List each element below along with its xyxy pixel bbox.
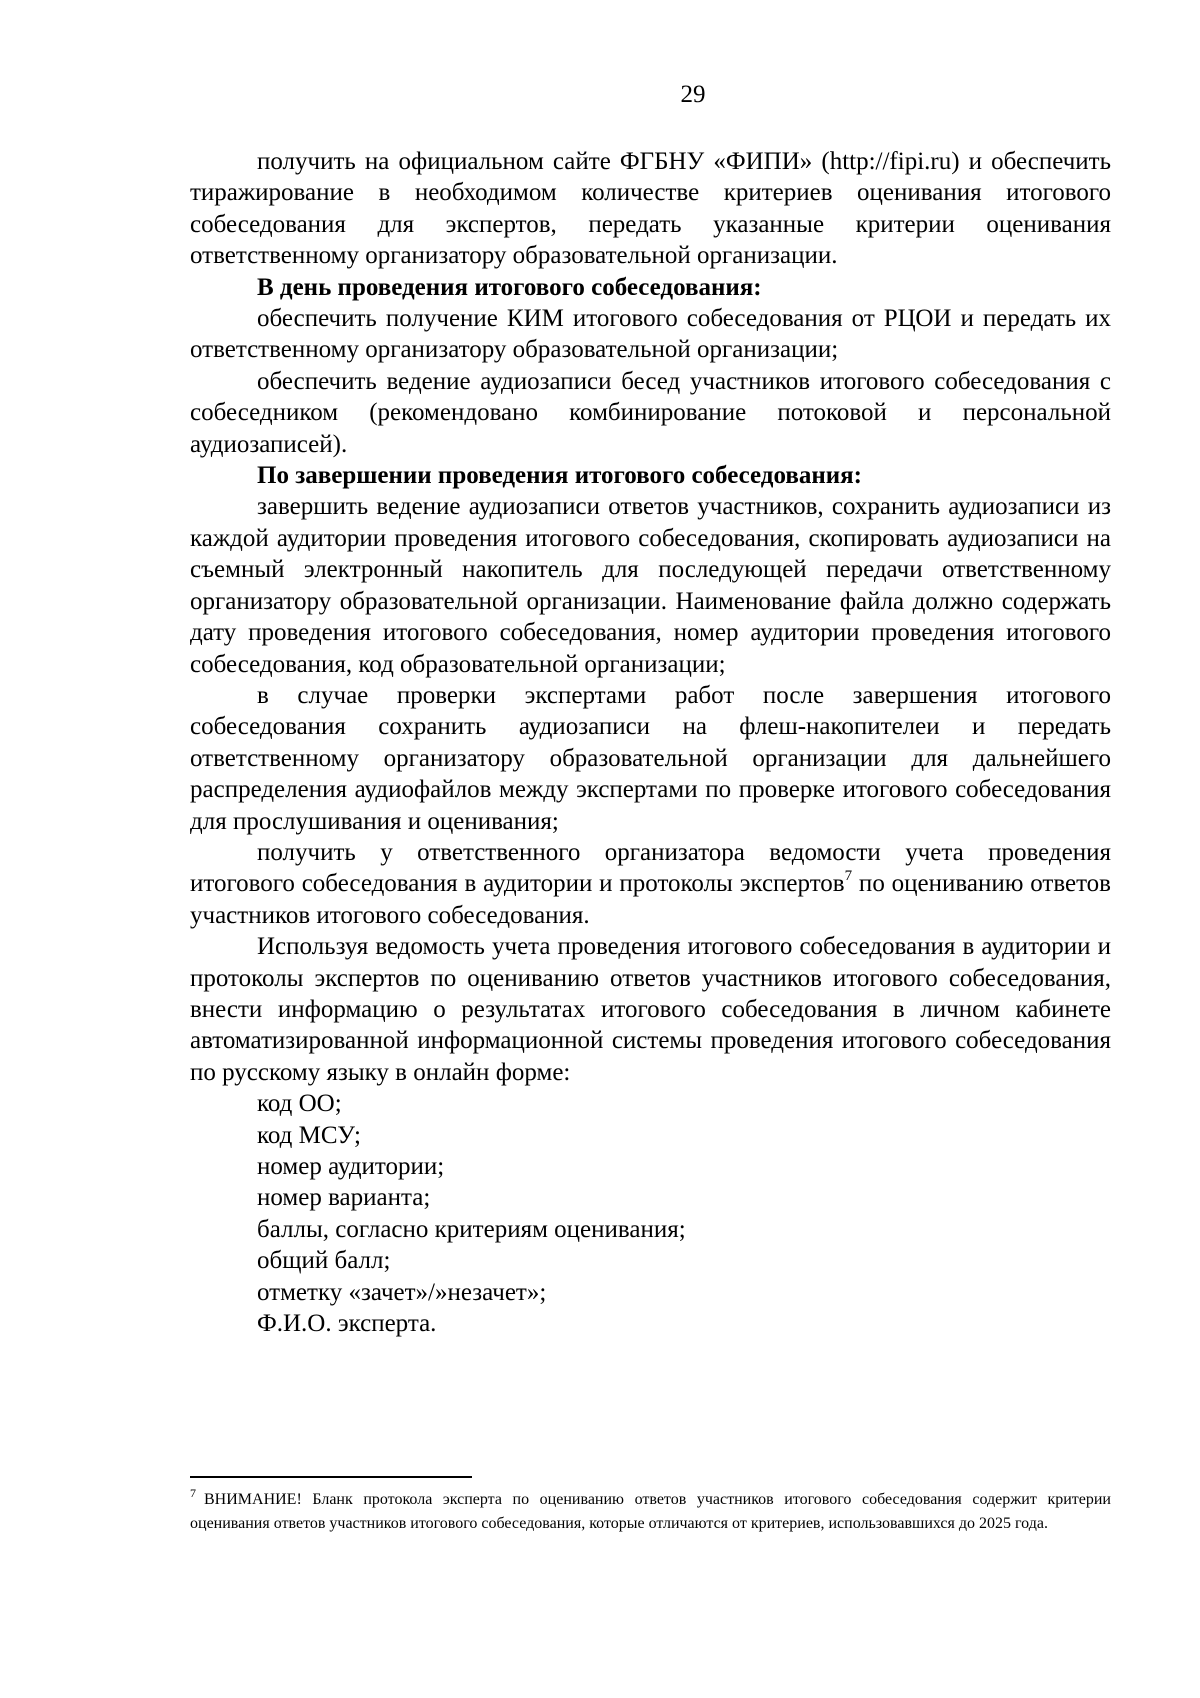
footnote-mark: 7: [190, 1486, 196, 1500]
footnote-divider: [190, 1476, 472, 1478]
result-fields-list: [190, 1088, 1111, 1339]
footnote-text: ВНИМАНИЕ! Бланк протокола эксперта по оцениванию ответов участников итогового собеседования содержит критерии оценивания ответов участников итогового собеседования, которые отличаются от критериев, использовавшихся до 2025 года.: [190, 1491, 1111, 1532]
list-item: номер варианта;: [257, 1184, 431, 1212]
list-item: код ОО;: [257, 1090, 342, 1118]
paragraph-audio-recording: обеспечить ведение аудиозаписи бесед участников итогового собеседования с собеседником (рекомендовано комбинирование потоковой и персональной аудиозаписей).: [190, 367, 1111, 458]
heading-on-day: В день проведения итогового собеседования:: [257, 273, 762, 301]
list-item: баллы, согласно критериям оценивания;: [257, 1215, 686, 1243]
paragraph-obtain-protocols: [190, 837, 1111, 931]
list-item: код МСУ;: [257, 1121, 361, 1149]
paragraph-obtain-kim: обеспечить получение КИМ итогового собеседования от РЦОИ и передать их ответственному организатору образовательной организации;: [190, 305, 1111, 364]
paragraph-enter-results: Используя ведомость учета проведения итогового собеседования в аудитории и протоколы экспертов по оцениванию ответов участников итогового собеседования, внести информацию о результатах итогового собеседования в личном кабинете автоматизированной информационной системы проведения итогового собеседования по русскому языку в онлайн форме:: [190, 933, 1111, 1086]
page-number: 29: [680, 81, 706, 108]
footnote-reference: 7: [844, 868, 853, 885]
list-item: отметку «зачет»/»незачет»;: [257, 1278, 547, 1306]
paragraph-obtain-protocols-text-end: по оцениванию ответов участников итогового собеседования.: [190, 870, 1111, 929]
paragraph-obtain-protocols-text: получить у ответственного организатора ведомости учета проведения итогового собеседования в аудитории и протоколы экспертов: [190, 838, 1111, 898]
list-item: Ф.И.О. эксперта.: [257, 1310, 437, 1338]
paragraph-obtain-criteria: получить на официальном сайте ФГБНУ «ФИПИ» (http://fipi.ru) и обеспечить тиражирование в необходимом количестве критериев оценивания итогового собеседования для экспертов, передать указанные критерии оценивания ответственному организатору образовательной организации.: [190, 148, 1111, 270]
footnote: [190, 1488, 1111, 1536]
heading-after-completion: По завершении проведения итогового собеседования:: [257, 462, 862, 490]
paragraph-finish-recording: завершить ведение аудиозаписи ответов участников, сохранить аудиозаписи из каждой аудитории проведения итогового собеседования, скопировать аудиозаписи на съемный электронный накопитель для последующей передачи ответственному организатору образовательной организации. Наименование файла должно содержать дату проведения итогового собеседования, номер аудитории проведения итогового собеседования, код образовательной организации;: [190, 493, 1111, 678]
document-body: [190, 146, 1111, 1339]
list-item: общий балл;: [257, 1247, 391, 1275]
list-item: номер аудитории;: [257, 1153, 445, 1180]
paragraph-expert-check: в случае проверки экспертами работ после завершения итогового собеседования сохранить аудиозаписи на флеш-накопителеи и передать ответственному организатору образовательной организации для дальнейшего распределения аудиофайлов между экспертами по проверке итогового собеседования для прослушивания и оценивания;: [190, 681, 1111, 835]
